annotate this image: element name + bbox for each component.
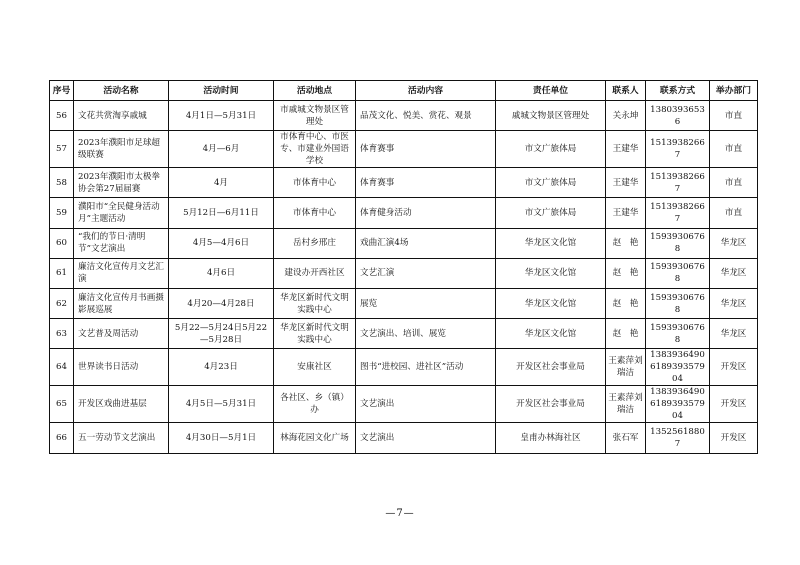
table-cell: 15139382667: [646, 131, 710, 168]
table-cell: 安康社区: [274, 349, 356, 386]
table-cell: 王素萍刘瑞洁: [606, 349, 646, 386]
table-cell: 1383936490618939357904: [646, 349, 710, 386]
column-header: 联系方式: [646, 81, 710, 101]
table-cell: 华龙区: [710, 228, 758, 258]
table-cell: 57: [50, 131, 74, 168]
column-header: 活动内容: [356, 81, 496, 101]
page-number: —7—: [385, 508, 415, 519]
table-cell: 体育赛事: [356, 168, 496, 198]
table-cell: 华龙区: [710, 319, 758, 349]
column-header: 举办部门: [710, 81, 758, 101]
table-cell: 4月30日—5月1日: [169, 423, 274, 453]
table-cell: 华龙区新时代文明实践中心: [274, 288, 356, 318]
table-cell: 市文广旅体局: [496, 168, 606, 198]
table-cell: 文艺演出、培训、展览: [356, 319, 496, 349]
table-cell: 5月12日—6月11日: [169, 198, 274, 228]
table-cell: 开发区: [710, 423, 758, 453]
table-cell: 赵 艳: [606, 258, 646, 288]
table-cell: 世界读书日活动: [74, 349, 169, 386]
table-cell: 64: [50, 349, 74, 386]
table-cell: 文艺汇演: [356, 258, 496, 288]
table-cell: 市戚城文物景区管理处: [274, 101, 356, 131]
table-row: [50, 101, 758, 131]
table-cell: 15939306768: [646, 288, 710, 318]
table-row: [50, 386, 758, 423]
table-cell: 文艺演出: [356, 423, 496, 453]
table-cell: 市直: [710, 131, 758, 168]
column-header: 序号: [50, 81, 74, 101]
table-cell: 体育赛事: [356, 131, 496, 168]
table-cell: 赵 艳: [606, 228, 646, 258]
table-cell: 15939306768: [646, 258, 710, 288]
table-cell: 1383936490618939357904: [646, 386, 710, 423]
table-cell: 4月5日—5月31日: [169, 386, 274, 423]
table-cell: 戚城文物景区管理处: [496, 101, 606, 131]
table-cell: 5月22—5月24日5月22—5月28日: [169, 319, 274, 349]
table-cell: 文花共赏淘享戚城: [74, 101, 169, 131]
column-header: 活动时间: [169, 81, 274, 101]
table-cell: 体育健身活动: [356, 198, 496, 228]
table-cell: 15939306768: [646, 228, 710, 258]
table-cell: 廉洁文化宣传月文艺汇演: [74, 258, 169, 288]
table-cell: 13803936536: [646, 101, 710, 131]
table-cell: 各社区、乡（镇）办: [274, 386, 356, 423]
table-cell: 2023年濮阳市太极拳协会第27届届赛: [74, 168, 169, 198]
table-row: [50, 319, 758, 349]
table-cell: 市直: [710, 101, 758, 131]
table-cell: 62: [50, 288, 74, 318]
table-cell: 廉洁文化宣传月书画摄影展巡展: [74, 288, 169, 318]
table-cell: 4月6日: [169, 258, 274, 288]
table-cell: 4月—6月: [169, 131, 274, 168]
table-cell: 65: [50, 386, 74, 423]
table-cell: 市体育中心: [274, 198, 356, 228]
table-cell: 63: [50, 319, 74, 349]
table-cell: 岳村乡邢庄: [274, 228, 356, 258]
table-header: [50, 81, 758, 101]
table-cell: 华龙区文化馆: [496, 258, 606, 288]
table-cell: 开发区戏曲进基层: [74, 386, 169, 423]
table-cell: 开发区社会事业局: [496, 386, 606, 423]
table-cell: 图书“进校园、进社区”活动: [356, 349, 496, 386]
table-row: [50, 423, 758, 453]
table-cell: 4月23日: [169, 349, 274, 386]
table-cell: 华龙区: [710, 288, 758, 318]
table-cell: 王素萍刘瑞洁: [606, 386, 646, 423]
table-cell: 濮阳市“全民健身活动月”主题活动: [74, 198, 169, 228]
table-cell: 开发区社会事业局: [496, 349, 606, 386]
activity-table: [49, 80, 758, 454]
table-cell: 56: [50, 101, 74, 131]
table-cell: 王建华: [606, 198, 646, 228]
table-cell: 华龙区文化馆: [496, 228, 606, 258]
column-header: 责任单位: [496, 81, 606, 101]
table-cell: 赵 艳: [606, 319, 646, 349]
table-cell: 赵 艳: [606, 288, 646, 318]
table-row: [50, 258, 758, 288]
table-cell: 品茂文化、悦美、赏花、观景: [356, 101, 496, 131]
table-cell: 戏曲汇演4场: [356, 228, 496, 258]
table-cell: 王建华: [606, 131, 646, 168]
table-row: [50, 349, 758, 386]
table-cell: 15139382667: [646, 168, 710, 198]
table-cell: 华龙区文化馆: [496, 288, 606, 318]
table-cell: 59: [50, 198, 74, 228]
table-cell: 市体育中心: [274, 168, 356, 198]
table-cell: 开发区: [710, 386, 758, 423]
table-cell: 开发区: [710, 349, 758, 386]
table-cell: 4月: [169, 168, 274, 198]
table-row: [50, 198, 758, 228]
table-cell: 张石军: [606, 423, 646, 453]
table-row: [50, 228, 758, 258]
table-row: [50, 168, 758, 198]
table-cell: 文艺演出: [356, 386, 496, 423]
table-cell: 华龙区文化馆: [496, 319, 606, 349]
table-cell: 15139382667: [646, 198, 710, 228]
table-cell: 建设办开西社区: [274, 258, 356, 288]
table-cell: 市文广旅体局: [496, 131, 606, 168]
table-cell: 皇甫办林海社区: [496, 423, 606, 453]
table-cell: 市文广旅体局: [496, 198, 606, 228]
column-header: 活动名称: [74, 81, 169, 101]
table-cell: 市直: [710, 198, 758, 228]
column-header: 活动地点: [274, 81, 356, 101]
table-cell: 市直: [710, 168, 758, 198]
table-cell: 15939306768: [646, 319, 710, 349]
table-cell: 华龙区: [710, 258, 758, 288]
table-cell: 林海花园文化广场: [274, 423, 356, 453]
table-cell: 4月1日—5月31日: [169, 101, 274, 131]
table-body: [50, 101, 758, 454]
table-cell: “我们的节日·清明节”文艺演出: [74, 228, 169, 258]
column-header: 联系人: [606, 81, 646, 101]
table-cell: 市体育中心、市医专、市建业外国语学校: [274, 131, 356, 168]
table-cell: 展览: [356, 288, 496, 318]
table-cell: 4月20—4月28日: [169, 288, 274, 318]
table-cell: 五一劳动节文艺演出: [74, 423, 169, 453]
table-cell: 60: [50, 228, 74, 258]
table-cell: 关永坤: [606, 101, 646, 131]
table-cell: 2023年濮阳市足球超级联赛: [74, 131, 169, 168]
table-cell: 文艺普及周活动: [74, 319, 169, 349]
table-cell: 4月5—4月6日: [169, 228, 274, 258]
table-cell: 58: [50, 168, 74, 198]
table-cell: 华龙区新时代文明实践中心: [274, 319, 356, 349]
table-row: [50, 288, 758, 318]
table-cell: 13525618807: [646, 423, 710, 453]
table-cell: 61: [50, 258, 74, 288]
header-row: [50, 81, 758, 101]
table-cell: 王建华: [606, 168, 646, 198]
table-row: [50, 131, 758, 168]
table-cell: 66: [50, 423, 74, 453]
